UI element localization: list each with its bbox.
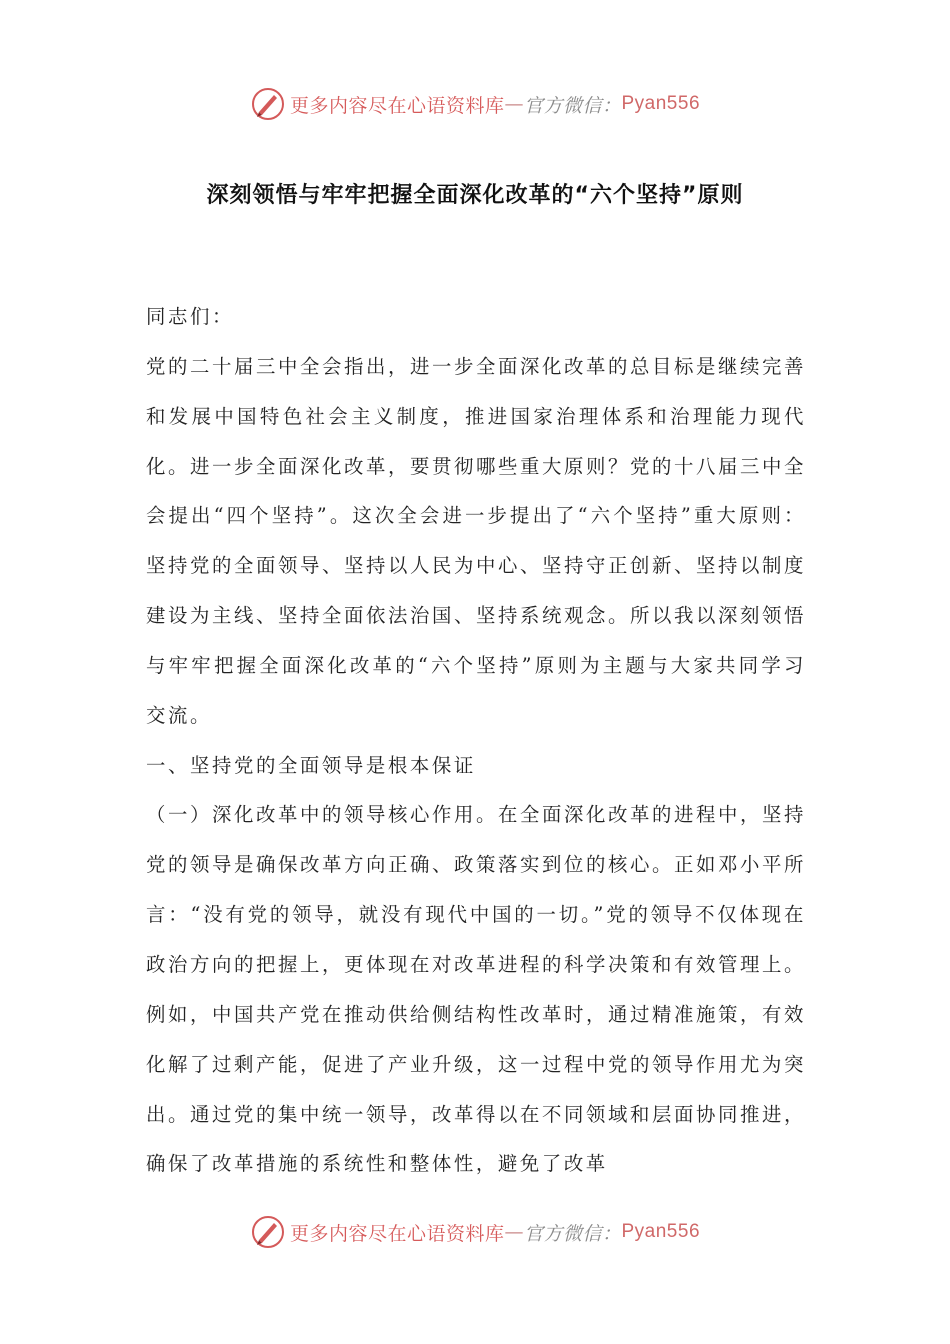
- banner-separator: —: [504, 93, 524, 115]
- paragraph-1-1: （一）深化改革中的领导核心作用。在全面深化改革的进程中，坚持党的领导是确保改革方向正确、政策落实到位的核心。正如邓小平所言：“没有党的领导，就没有现代中国的一切。”党的领导不仅体现在政治方向的把握上，更体现在对改革进程的科学决策和有效管理上。例如，中国共产党在推动供给侧结构性改革时，通过精准施策，有效化解了过剩产能，促进了产业升级，这一过程中党的领导作用尤为突出。通过党的集中统一领导，改革得以在不同领域和层面协同推进，确保了改革措施的系统性和整体性，避免了改革: [146, 803, 806, 1176]
- banner-wechat-label: 官方微信：: [523, 94, 622, 117]
- salutation: 同志们：: [146, 305, 234, 328]
- document-title: 深刻领悟与牢牢把握全面深化改革的“六个坚持”原则: [206, 183, 744, 208]
- section-heading-1: 一、坚持党的全面领导是根本保证: [146, 753, 476, 777]
- banner-wechat-id: Pyan556: [621, 93, 701, 114]
- banner-separator: —: [504, 1221, 524, 1243]
- banner-wechat-label: 官方微信：: [523, 1222, 622, 1245]
- watermark-banner-top: [0, 84, 950, 124]
- pen-logo-icon: [250, 86, 286, 122]
- banner-brand: 更多内容尽在心语资料库: [289, 1222, 505, 1245]
- banner-wechat-id: Pyan556: [621, 1221, 701, 1242]
- banner-brand: 更多内容尽在心语资料库: [289, 94, 505, 117]
- watermark-banner-bottom: [0, 1212, 950, 1252]
- paragraph-intro: 党的二十届三中全会指出，进一步全面深化改革的总目标是继续完善和发展中国特色社会主义制度，推进国家治理体系和治理能力现代化。进一步全面深化改革，要贯彻哪些重大原则？党的十八届三中全会提出“四个坚持”。这次全会进一步提出了“六个坚持”重大原则：坚持党的全面领导、坚持以人民为中心、坚持守正创新、坚持以制度建设为主线、坚持全面依法治国、坚持系统观念。所以我以深刻领悟与牢牢把握全面深化改革的“六个坚持”原则为主题与大家共同学习交流。: [146, 354, 806, 727]
- pen-logo-icon: [250, 1214, 286, 1250]
- document-body: [146, 292, 806, 1189]
